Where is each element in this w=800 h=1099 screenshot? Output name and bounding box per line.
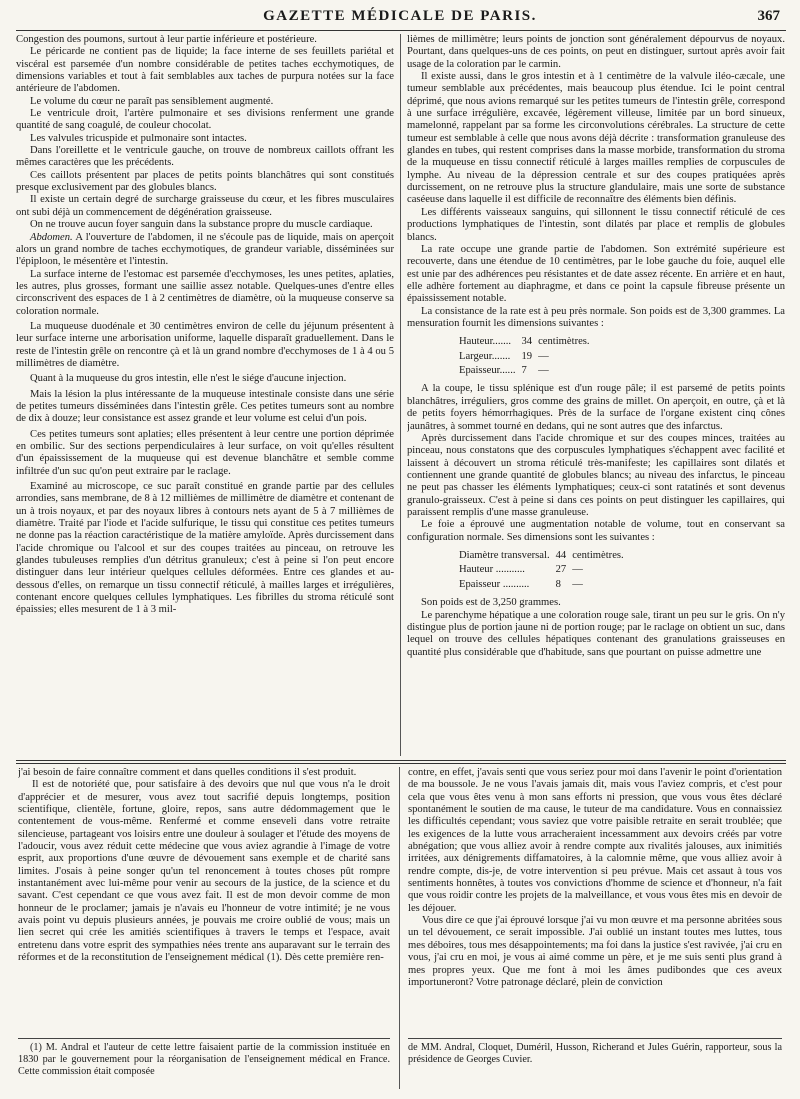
paragraph: Les valvules tricuspide et pulmonaire sont intactes. <box>30 132 247 144</box>
paragraph: Les différents vaisseaux sanguins, qui sillonnent le tissu connectif réticulé de ces productions lymphatiques de l'intestin, sont dilatés par place et remplis de globules blancs. <box>407 206 785 243</box>
paragraph: Il existe aussi, dans le gros intestin et à 1 centimètre de la valvule iléo-cæcale, une tumeur semblable aux précédentes, mais beaucoup plus étendue. Ici le point central déprimé, que nous avions remarqué sur les petites tumeurs de l'intestin grêle, correspond à une surface irrégulière, excavée, légèrement villeuse, limitée par un bord sinueux, mamelonné, rappelant par sa forme les circonvolutions cérébrales. La structure de cette tumeur est semblable à celle que nous avons déjà décrite : transformation granuleuse des glandes en tubes, qui restent comprises dans la masse morbide, transformation du stroma de la muqueuse en tissu connectif réticulé à larges mailles remplies de corpuscules de lymphe. Au niveau de la dépression centrale et sur des coupes pratiquées après durcissement, on ne retrouve plus la structure glandulaire, mais une sorte de substance caséeuse dans laquelle il est difficile de reconnaître des éléments bien définis. <box>407 71 785 206</box>
footnote-text: (1) M. Andral et l'auteur de cette lettre faisaient partie de la commission instituée en 1830 par le gouvernement pour la réorganisation de l'enseignement médical en France. Cette commission était composée <box>18 1042 390 1077</box>
paragraph: Le volume du cœur ne paraît pas sensiblement augmenté. <box>30 95 274 107</box>
spleen-measurements <box>457 334 596 379</box>
paragraph: lièmes de millimètre; leurs points de jonction sont généralement dépourvus de noyaux. Pourtant, dans quelques-uns de ces points, on peut en distinguer, surtout après avoir fait usage de la coloration par le carmin. <box>407 34 785 70</box>
paragraph: La muqueuse duodénale et 30 centimètres environ de celle du jéjunum présentent à leur surface interne une arborisation uniforme, laquelle disparaît graduellement. Dans le reste de l'intestin grêle on rencontre çà et là un grand nombre d'ecchymoses de 1 à 4 ou 5 millimètres de diamètre. <box>16 320 394 369</box>
measure-unit: centimètres. <box>538 336 590 348</box>
measure-value: 44 <box>555 549 567 561</box>
paragraph: On ne trouve aucun foyer sanguin dans la substance propre du muscle cardiaque. <box>30 219 373 231</box>
measure-unit: — <box>572 564 583 576</box>
paragraph: Vous dire ce que j'ai éprouvé lorsque j'ai vu mon œuvre et ma personne abritées sous un tel dévouement, ce serait impossible. J'ai oublié un instant toutes mes luttes, tous mes déboires, tous mes désappointements; ma foi dans la justice s'est ravivée, j'ai cru en vous, j'ai cru en moi, je vous ai aimé comme un père, et je me suis senti plus grand à mes propres yeux. Que me font à moi les âmes pudibondes que ces aveux importuneront? Votre patronage déclaré, plein de conviction <box>408 915 782 988</box>
footnote-text: de MM. Andral, Cloquet, Duméril, Husson, Richerand et Jules Guérin, rapporteur, sous la présidence de Georges Cuvier. <box>408 1042 782 1065</box>
page-header <box>14 6 786 28</box>
feuilleton-right-column <box>408 767 782 1033</box>
measure-unit: — <box>538 350 549 362</box>
paragraph: Le ventricule droit, l'artère pulmonaire et ses divisions renferment une grande quantité de sang coagulé, de couleur chocolat. <box>16 108 394 132</box>
column-divider <box>400 34 401 756</box>
measure-row <box>459 365 594 377</box>
right-column <box>407 34 785 754</box>
paragraph: Le péricarde ne contient pas de liquide; la face interne de ses feuillets pariétal et viscéral est parsemée d'un nombre considérable de petites taches ecchymotiques, de dimensions variables et tout à fait semblables aux taches de purpura notées sur la face antérieure de l'abdomen. <box>16 46 394 95</box>
page-number: 367 <box>757 8 780 24</box>
paragraph: Dans l'oreillette et le ventricule gauche, on trouve de nombreux caillots offrant les mêmes caractères que les précédents. <box>16 145 394 169</box>
paragraph: La rate occupe une grande partie de l'abdomen. Son extrémité supérieure est recouverte, dans une étendue de 10 centimètres, par le lobe gauche du foie, auquel elle est unie par des adhérences peu résistantes et de date assez récente. En arrière et en haut, elle adhère fortement au diaphragme, et dans ce point la capsule fibreuse présente un épaississement notable. <box>407 243 785 305</box>
measure-row <box>459 351 594 363</box>
measure-unit: — <box>572 578 583 590</box>
measure-row <box>459 564 628 576</box>
measure-value: 8 <box>555 578 561 590</box>
measure-row <box>459 336 594 348</box>
measure-label: Hauteur ........... <box>459 564 525 576</box>
measure-label: Diamètre transversal. <box>459 549 550 561</box>
feuilleton-column-divider <box>399 767 400 1089</box>
paragraph: contre, en effet, j'avais senti que vous seriez pour moi dans l'avenir le point d'orientation de ma boussole. Je ne vous l'avais jamais dit, mais vous l'aviez compris, et c'est pour cela que vous êtes venu à mon sans efforts ni pression, que vous vous êtes déclaré spontanément le soutien de ma cause, le tuteur de ma candidature. Vous en connaissiez les difficultés cependant; vous saviez que votre paisible retraite en serait troublée; que les exigences de la lutte vous arracheraient incessamment aux devoirs créés par votre abnégation; que vous alliez avoir à rendre compte aux rivalités jalouses, aux inimitiés irritées, aux dénigrements diffamatoires, à la calomnie même, que vous alliez avoir à rendre compte, dis-je, de votre intervention si peu prévue. Mais cet assaut à tous vos sentiments honnêtes, à toutes vos convictions d'homme de science et d'honneur, n'a fait que vous roidir contre les projets de la malveillance, et vous vous êtes mis en devoir de les déjouer. <box>408 767 782 914</box>
header-rule <box>16 30 786 31</box>
paragraph: Le parenchyme hépatique a une coloration rouge sale, tirant un peu sur le gris. On n'y distingue plus de portion jaune ni de portion rouge; par le raclage on obtient un suc, dans lequel on trouve des cellules hépatiques contenant des granulations graisseuses en quantité plus considérable que d'habitude, sans que pourtant on puisse admettre une <box>407 609 785 658</box>
journal-title: GAZETTE MÉDICALE DE PARIS. <box>263 8 537 24</box>
measure-label: Epaisseur .......... <box>459 578 530 590</box>
measure-unit: centimètres. <box>572 549 624 561</box>
measure-row <box>459 550 628 562</box>
footnote-rule-right <box>408 1038 782 1039</box>
paragraph: Mais la lésion la plus intéressante de la muqueuse intestinale consiste dans une série de petites tumeurs disséminées dans l'intestin grêle. Ces petites tumeurs sont au nombre de dix à douze; leur consistance est assez grande et leur volume est celui d'un pois. <box>16 388 394 425</box>
paragraph: Quant à la muqueuse du gros intestin, elle n'est le siége d'aucune injection. <box>30 373 347 385</box>
feuilleton-rule-top <box>16 760 786 761</box>
paragraph <box>16 232 394 269</box>
paragraph: Le foie a éprouvé une augmentation notable de volume, tout en conservant sa configuration normale. Ses dimensions sont les suivantes : <box>407 519 785 543</box>
footnote-left <box>18 1042 390 1094</box>
paragraph: j'ai besoin de faire connaître comment et dans quelles conditions il s'est produit. <box>18 767 357 778</box>
measure-label: Largeur....... <box>459 350 511 362</box>
liver-measurements <box>457 548 630 593</box>
measure-value: 7 <box>521 365 527 377</box>
footnote-right <box>408 1042 782 1094</box>
section-text: A l'ouverture de l'abdomen, il ne s'écoule pas de liquide, mais on aperçoit alors un grand nombre de taches ecchymotiques, de grandeur variable, disséminées sur l'épiploon, le mésentère et l'intestin. <box>16 231 394 268</box>
measure-value: 19 <box>521 350 533 362</box>
feuilleton-left-column <box>18 767 390 1033</box>
paragraph: Congestion des poumons, surtout à leur partie inférieure et postérieure. <box>16 34 317 45</box>
section-label: Abdomen. <box>30 231 73 243</box>
paragraph: Ces petites tumeurs sont aplaties; elles présentent à leur centre une portion déprimée en ombilic. Sur des sections perpendiculaires à leur surface, on voit qu'elles résultent d'un épaississement de la muqueuse qui est devenue blanchâtre et semble comme infiltrée d'un suc qu'on peut extraire par le raclage. <box>16 428 394 477</box>
paragraph: A la coupe, le tissu splénique est d'un rouge pâle; il est parsemé de petits points blanchâtres, irréguliers, gros comme des grains de millet. On aperçoit, en outre, çà et là de petits foyers hémorrhagiques. Près de la surface de l'organe existent cinq cônes jaunâtres, à sommet tourné en dedans, qui ne sont autres que des infarctus. <box>407 383 785 432</box>
measure-unit: — <box>538 365 549 377</box>
measure-label: Hauteur....... <box>459 336 512 348</box>
measure-value: 34 <box>521 336 533 348</box>
measure-label: Epaisseur...... <box>459 365 516 377</box>
paragraph: Ces caillots présentent par places de petits points blanchâtres qui sont constitués presque exclusivement par des globules blancs. <box>16 169 394 194</box>
paragraph: Après durcissement dans l'acide chromique et sur des coupes minces, traitées au pinceau, nous constatons que des corpuscules lymphatiques s'échappent avec facilité et laissent à découvert un stroma réticulé très-manifeste; les capillaires sont dilatés et contiennent une grande quantité de globules blancs; au niveau des infarctus, le pinceau ne peut pas chasser les éléments lymphatiques; ceux-ci sont ratatinés et sont devenus granulo-graisseux. C'est à peine si dans ces points on peut distinguer les capillaires, qui paraissent remplis d'une masse granuleuse. <box>407 432 785 518</box>
paragraph: Il existe un certain degré de surcharge graisseuse du cœur, et les fibres musculaires ont subi déjà un commencement de dégénération graisseuse. <box>16 194 394 218</box>
paragraph: Son poids est de 3,250 grammes. <box>421 597 561 609</box>
paragraph: La surface interne de l'estomac est parsemée d'ecchymoses, les unes petites, aplaties, les autres, plus grosses, formant une saillie assez notable. Quelques-unes d'entre elles circonscrivent des espaces de 1 à 2 centimètres de diamètre, où la muqueuse conserve sa coloration normale. <box>16 268 394 317</box>
paragraph: Examiné au microscope, ce suc paraît constitué en grande partie par des cellules arrondies, sans membrane, de 8 à 12 millièmes de millimètre de diamètre et contenant de un à trois noyaux, et par des noyaux libres à contours nets ayant de 5 à 7 millièmes de diamètre. Traité par l'iode et l'acide sulfurique, le tissu qui constitue ces petites tumeurs ne donne pas la réaction caractéristique de la matière amyloïde. Après durcissement dans l'acide chromique ou l'alcool et sur des coupes traitées au pinceau, on retrouve les glandes tubuleuses remplies d'un détritus granuleux; c'est à peine si l'on peut encore distinguer dans leur intérieur quelques cellules déformées. Entre ces glandes et au-dessous d'elles, on remarque un tissu connectif réticulé, à mailles larges et irrégulières, contenant encore quelques cellules lymphatiques. Les fibrilles du stroma réticulé sont épaissies; elles mesurent de 1 à 3 mil- <box>16 481 394 616</box>
left-column <box>16 34 394 754</box>
paragraph: La consistance de la rate est à peu près normale. Son poids est de 3,300 grammes. La mensuration fournit les dimensions suivantes : <box>407 305 785 329</box>
measure-value: 27 <box>555 564 567 576</box>
footnote-rule-left <box>18 1038 390 1039</box>
paragraph: Il est de notoriété que, pour satisfaire à des devoirs que nul que vous n'a le droit d'apprécier et de mesurer, vous avez tout sacrifié depuis longtemps, position scientifique, clientèle, fortune, gloire, repos, sans autre dédommagement que le contentement de vous-même. Renfermé et comme enseveli dans votre retraite silencieuse, partageant vos loisirs entre une douleur à soulager et l'étude des moyens de l'adoucir, vous avez réduit cette médecine que vous aviez agrandie à l'image de votre esprit, aux proportions d'une œuvre de dévouement sans exemple et de charité sans limites. J'osais à peine songer qu'un tel renoncement à toutes choses pût rompre instantanément avec lui-même pour venir au secours de la justice, de la science et du savant. C'est cependant ce que vous avez fait. Il est de mon devoir comme de mon honneur de le proclamer; jamais je n'avais eu l'honneur de votre intimité; je ne vous avais point vu depuis plusieurs années, je pouvais me croire oublié de vous; mais un lien secret qui crée les amitiés scientifiques à travers le temps et l'espace, avait entretenu dans votre esprit des sympathies nées trente ans auparavant sur le terrain des réformes et de la reconstitution de l'enseignement médical (1). Dès cette première ren- <box>18 779 390 964</box>
feuilleton-rule-bottom <box>16 763 786 764</box>
measure-row <box>459 579 628 591</box>
